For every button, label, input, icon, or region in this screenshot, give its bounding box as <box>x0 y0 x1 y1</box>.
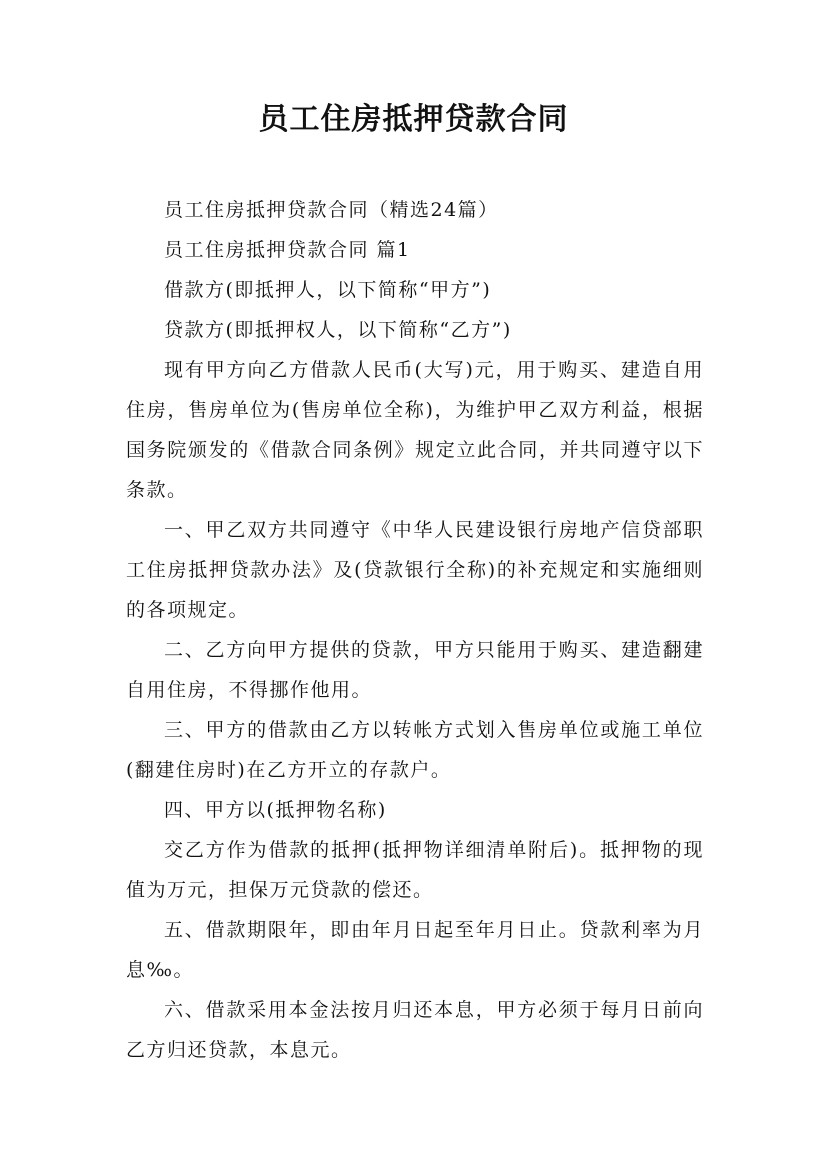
document-title: 员工住房抵押贷款合同 <box>258 102 569 137</box>
paragraph-clause-4-cont: 交乙方作为借款的抵押(抵押物详细清单附后)。抵押物的现值为万元，担保万元贷款的偿还。 <box>126 839 704 901</box>
paragraph-section-title: 员工住房抵押贷款合同 篇1 <box>164 239 411 261</box>
document-body <box>126 190 704 1070</box>
paragraph-clause-1: 一、甲乙双方共同遵守《中华人民建设银行房地产信贷部职工住房抵押贷款办法》及(贷款银行全称)的补充规定和实施细则的各项规定。 <box>126 519 704 621</box>
paragraph-lender: 贷款方(即抵押权人，以下简称“乙方”) <box>164 319 512 341</box>
paragraph-intro: 现有甲方向乙方借款人民币(大写)元，用于购买、建造自用住房，售房单位为(售房单位全称)，为维护甲乙双方利益，根据国务院颁发的《借款合同条例》规定立此合同，并共同遵守以下条款。 <box>126 359 704 501</box>
paragraph-borrower: 借款方(即抵押人，以下简称“甲方”) <box>164 279 492 301</box>
paragraph-clause-4: 四、甲方以(抵押物名称) <box>164 799 387 821</box>
paragraph-clause-3: 三、甲方的借款由乙方以转帐方式划入售房单位或施工单位(翻建住房时)在乙方开立的存款户。 <box>126 719 704 781</box>
paragraph-clause-2: 二、乙方向甲方提供的贷款，甲方只能用于购买、建造翻建自用住房，不得挪作他用。 <box>126 639 704 701</box>
paragraph-clause-5: 五、借款期限年，即由年月日起至年月日止。贷款利率为月息‰。 <box>126 919 704 981</box>
paragraph-heading-selection: 员工住房抵押贷款合同（精选24篇） <box>164 199 499 221</box>
paragraph-clause-6: 六、借款采用本金法按月归还本息，甲方必须于每月日前向乙方归还贷款，本息元。 <box>126 999 704 1061</box>
